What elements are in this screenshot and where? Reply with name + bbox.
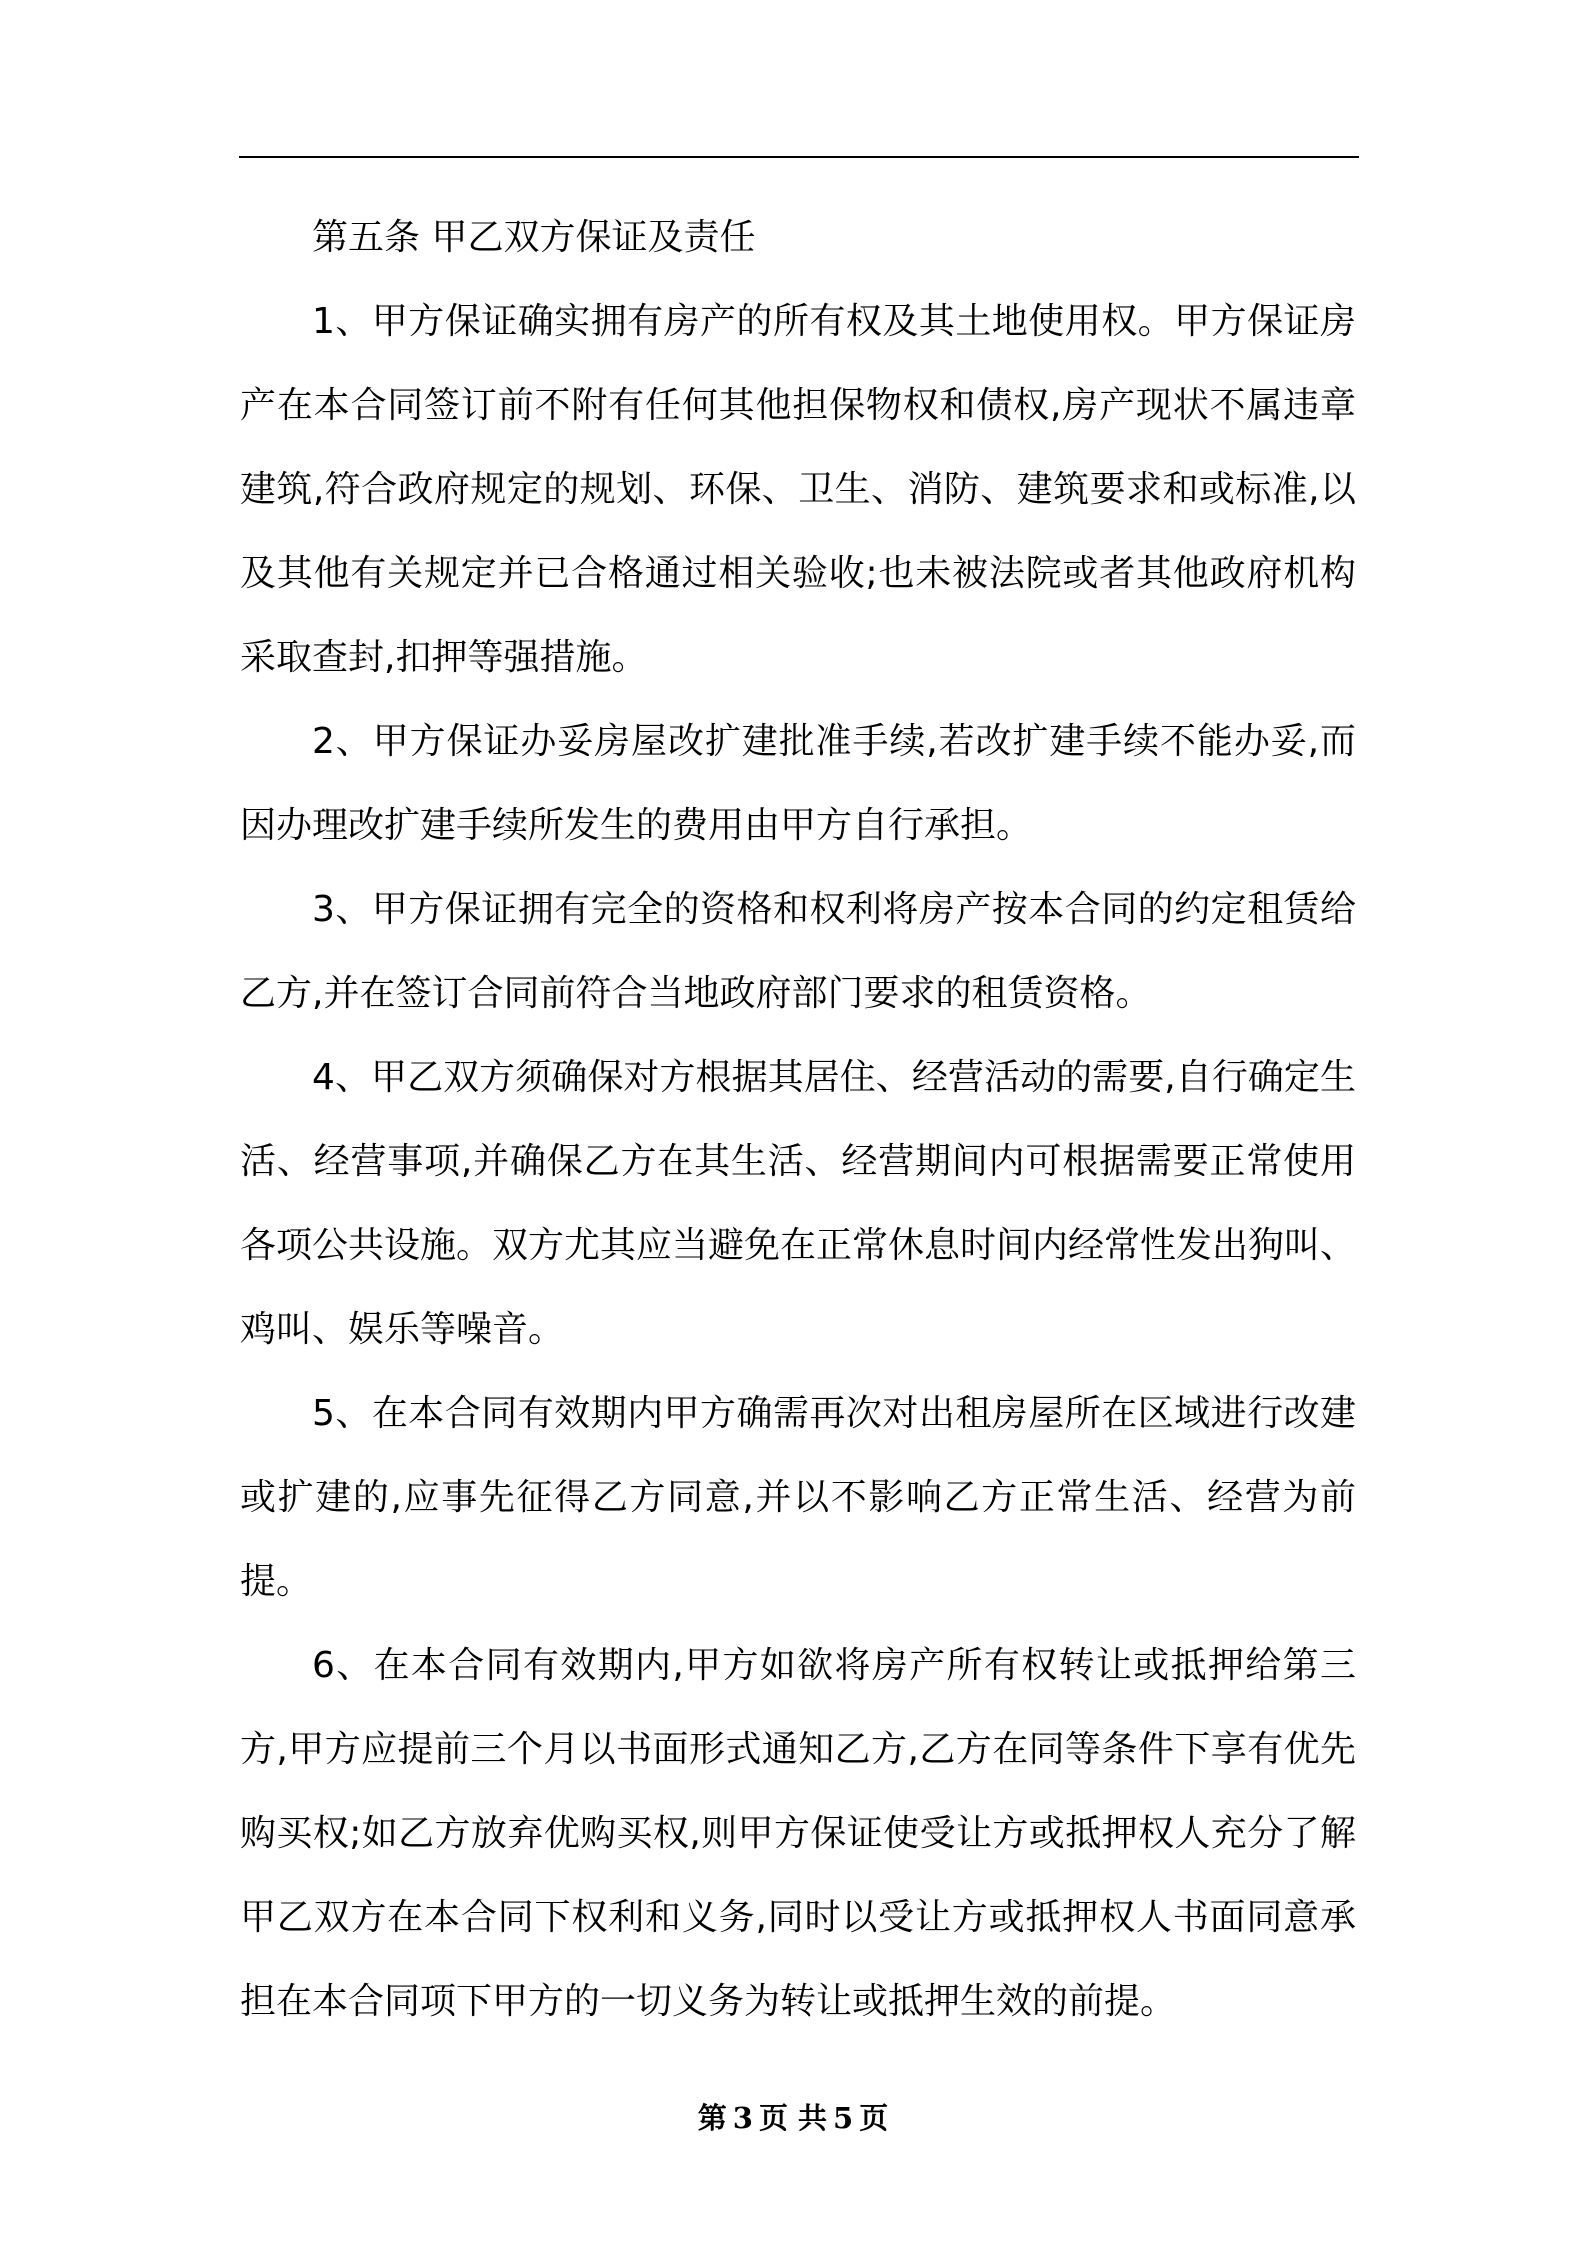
document-body [240, 196, 1356, 2044]
paragraph-1: 1、甲方保证确实拥有房产的所有权及其土地使用权。甲方保证房产在本合同签订前不附有任何其他担保物权和债权,房产现状不属违章建筑,符合政府规定的规划、环保、卫生、消防、建筑要求和或标准,以及其他有关规定并已合格通过相关验收;也未被法院或者其他政府机构采取查封,扣押等强措施。 [240, 301, 1356, 678]
footer-middle: 页 共 [758, 2101, 828, 2135]
footer-prefix: 第 [697, 2101, 727, 2135]
footer-current-page: 3 [732, 2101, 753, 2135]
paragraph-3: 3、甲方保证拥有完全的资格和权利将房产按本合同的约定租赁给乙方,并在签订合同前符合当地政府部门要求的租赁资格。 [240, 889, 1356, 1014]
footer-total-pages: 5 [833, 2101, 854, 2135]
paragraph-4: 4、甲乙双方须确保对方根据其居住、经营活动的需要,自行确定生活、经营事项,并确保乙方在其生活、经营期间内可根据需要正常使用各项公共设施。双方尤其应当避免在正常休息时间内经常性发出狗叫、鸡叫、娱乐等噪音。 [240, 1057, 1357, 1350]
page-footer [0, 2098, 1586, 2138]
paragraph-6: 6、在本合同有效期内,甲方如欲将房产所有权转让或抵押给第三方,甲方应提前三个月以书面形式通知乙方,乙方在同等条件下享有优先购买权;如乙方放弃优购买权,则甲方保证使受让方或抵押权人充分了解甲乙双方在本合同下权利和义务,同时以受让方或抵押权人书面同意承担在本合同项下甲方的一切义务为转让或抵押生效的前提。 [240, 1645, 1356, 2022]
footer-suffix: 页 [859, 2101, 889, 2135]
header-rule [239, 156, 1359, 158]
article-title: 第五条 甲乙双方保证及责任 [312, 217, 756, 258]
paragraph-2: 2、甲方保证办妥房屋改扩建批准手续,若改扩建手续不能办妥,而因办理改扩建手续所发生的费用由甲方自行承担。 [240, 721, 1356, 846]
paragraph-5: 5、在本合同有效期内甲方确需再次对出租房屋所在区域进行改建或扩建的,应事先征得乙方同意,并以不影响乙方正常生活、经营为前提。 [240, 1393, 1356, 1602]
